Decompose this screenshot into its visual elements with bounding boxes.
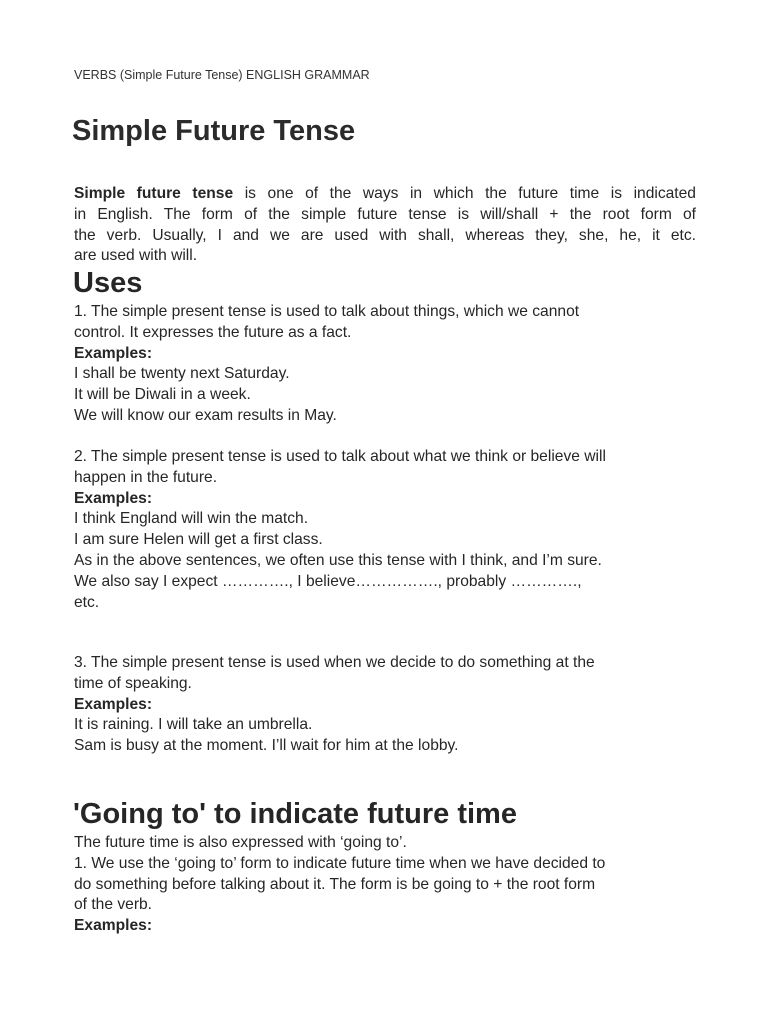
intro-line-2: in English. The form of the simple future tense is will/shall + the root form of	[74, 205, 696, 223]
document-header: VERBS (Simple Future Tense) ENGLISH GRAMMAR	[74, 68, 370, 82]
examples-label: Examples:	[74, 489, 153, 507]
use-3-block	[74, 653, 696, 757]
intro-line-4: are used with will.	[74, 247, 198, 265]
use-3-line: time of speaking.	[74, 674, 192, 692]
example-sentence: etc.	[74, 593, 100, 611]
use-2-block	[74, 447, 696, 613]
going-to-block	[74, 833, 696, 937]
going-to-heading: 'Going to' to indicate future time	[73, 798, 517, 830]
use-1-line: 1. The simple present tense is used to talk about things, which we cannot	[74, 303, 580, 320]
going-to-line: of the verb.	[74, 896, 153, 914]
use-3-line: 3. The simple present tense is used when we decide to do something at the	[74, 654, 595, 671]
example-sentence: As in the above sentences, we often use this tense with I think, and I’m sure.	[74, 551, 602, 569]
examples-label: Examples:	[74, 917, 153, 935]
example-sentence: It is raining. I will take an umbrella.	[74, 716, 313, 734]
use-2-line: 2. The simple present tense is used to talk about what we think or believe will	[74, 448, 606, 465]
example-sentence: I am sure Helen will get a first class.	[74, 531, 323, 549]
example-sentence: Sam is busy at the moment. I’ll wait for him at the lobby.	[74, 737, 459, 755]
example-sentence: I shall be twenty next Saturday.	[74, 365, 290, 383]
intro-bold-term: Simple future tense	[74, 185, 234, 202]
going-to-line: The future time is also expressed with ‘going to’.	[74, 834, 407, 851]
use-1-block	[74, 302, 696, 427]
use-1-line: control. It expresses the future as a fact.	[74, 323, 352, 341]
examples-label: Examples:	[74, 344, 153, 362]
use-2-line: happen in the future.	[74, 468, 218, 486]
intro-line-1	[74, 184, 696, 205]
going-to-line: 1. We use the ‘going to’ form to indicate future time when we have decided to	[74, 854, 606, 872]
example-sentence: I think England will win the match.	[74, 510, 309, 528]
intro-paragraph	[74, 184, 696, 267]
going-to-line: do something before talking about it. The form is be going to + the root form	[74, 875, 596, 893]
examples-label: Examples:	[74, 695, 153, 713]
example-sentence: We also say I expect …………., I believe……………., probably ………….,	[74, 572, 582, 590]
uses-heading: Uses	[73, 267, 143, 299]
page-title: Simple Future Tense	[72, 115, 356, 147]
intro-line-1-text: is one of the ways in which the future time is indicated	[233, 185, 696, 202]
example-sentence: It will be Diwali in a week.	[74, 386, 251, 404]
example-sentence: We will know our exam results in May.	[74, 406, 337, 424]
intro-line-3: the verb. Usually, I and we are used with shall, whereas they, she, he, it etc.	[74, 226, 696, 244]
